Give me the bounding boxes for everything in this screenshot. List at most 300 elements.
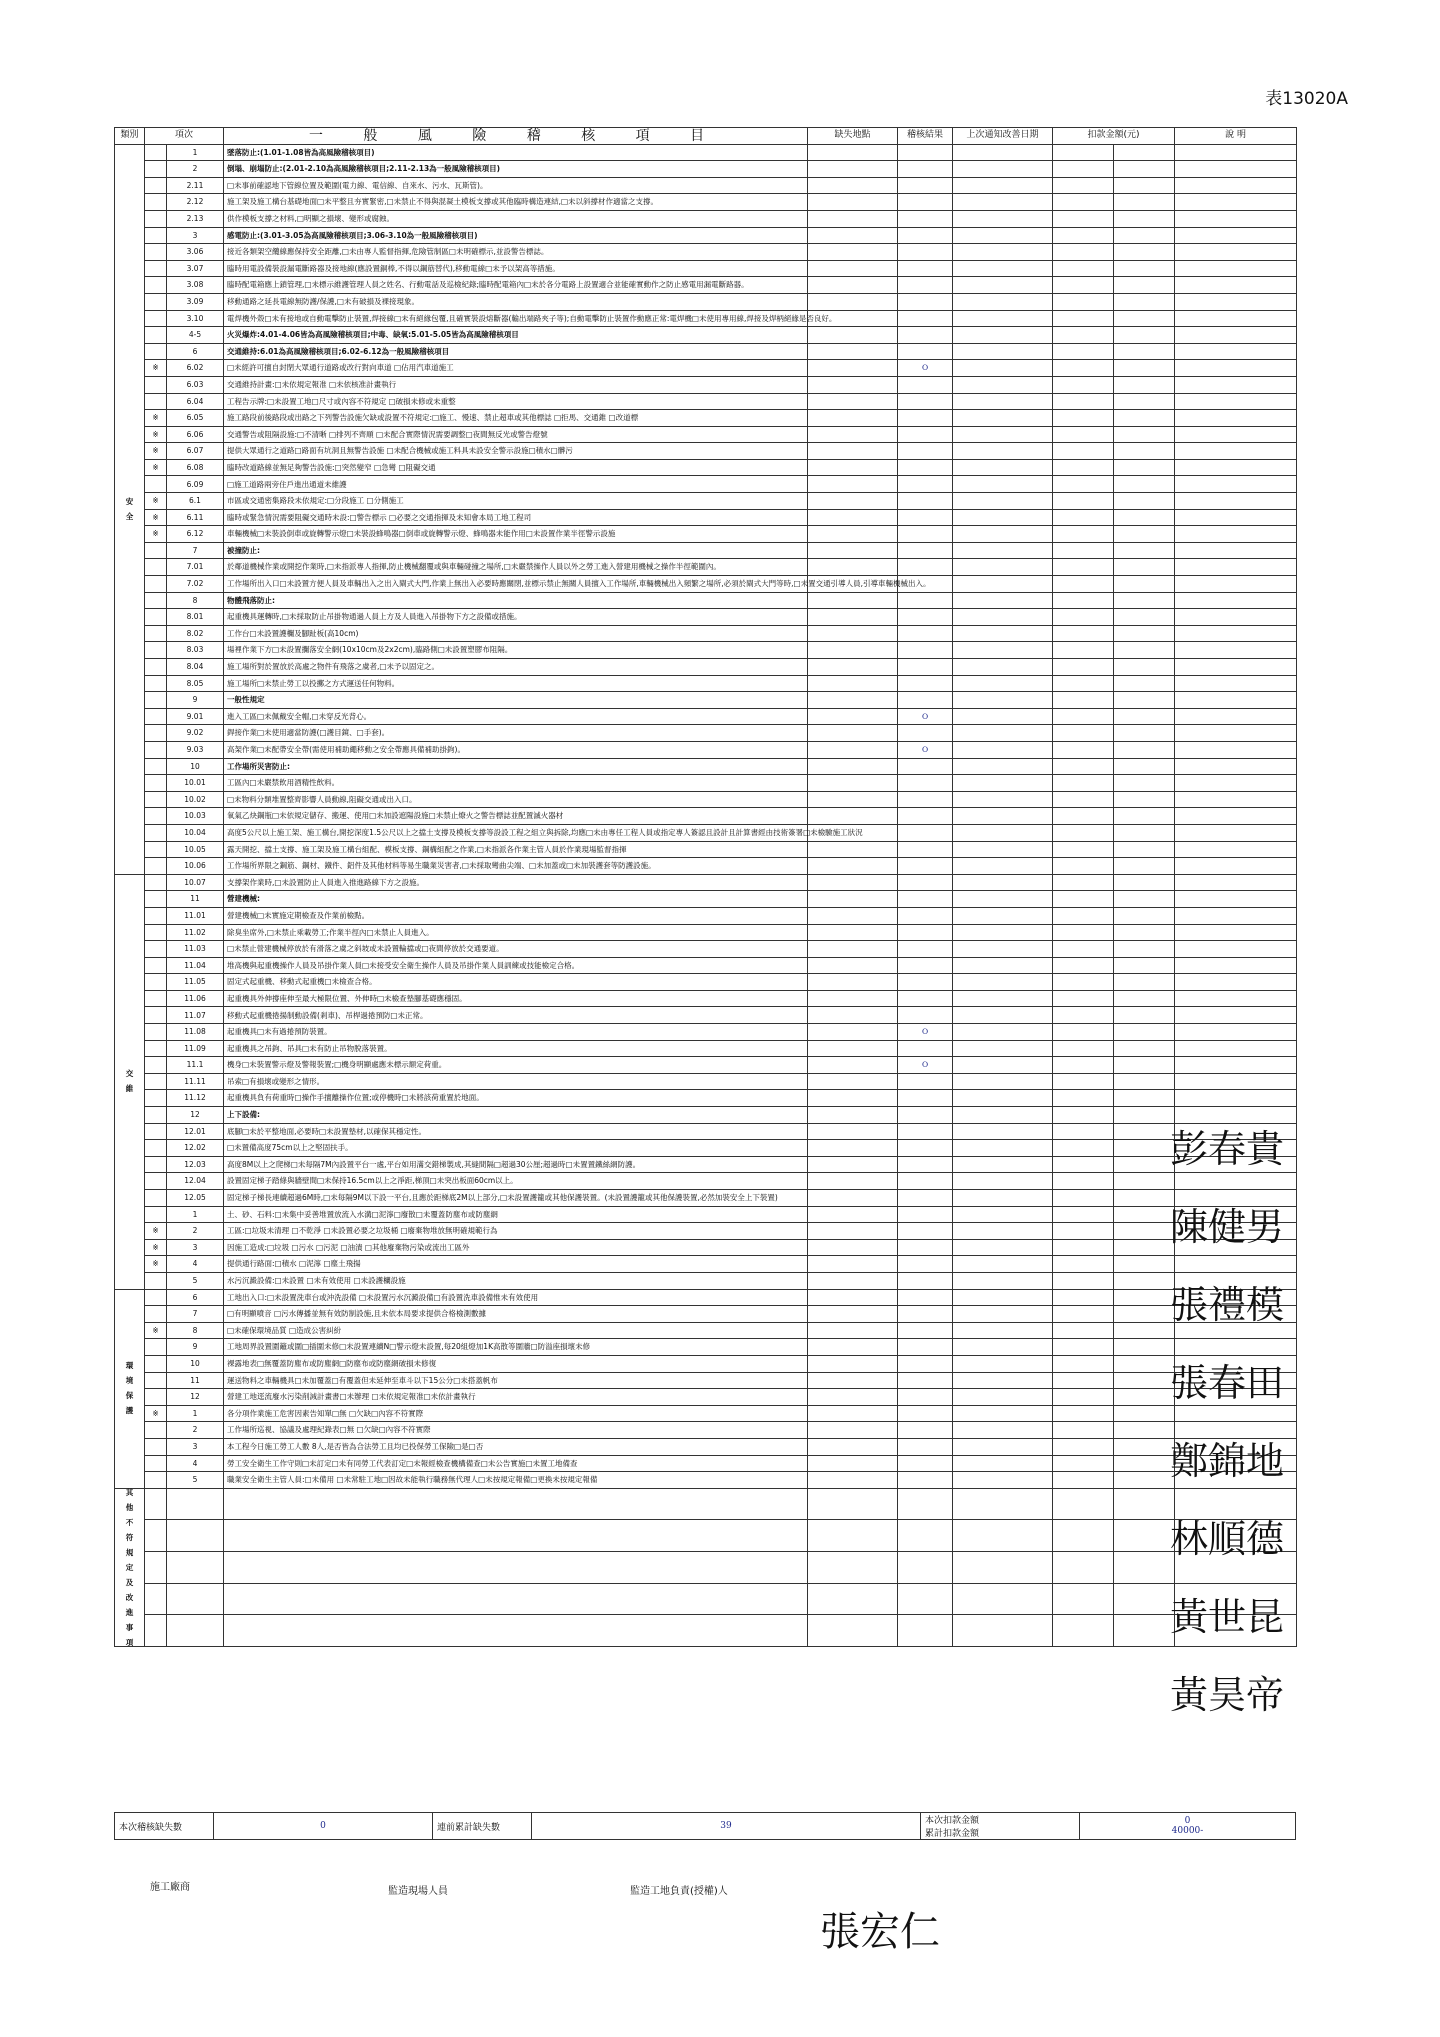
audit-result [898,443,953,460]
this-deduct [1053,659,1114,676]
star-mark [145,791,167,808]
defect-location [808,874,898,891]
this-deduct [1053,1289,1114,1306]
item-description: 臨時或緊急情況需要阻礙交通時未設:□警告標示 □必要之交通指揮及未知會本局工地工程司 [224,509,808,526]
star-mark [145,244,167,261]
star-mark: ※ [145,509,167,526]
table-row [115,1322,1297,1339]
cum-deduct [1114,708,1175,725]
item-number [167,1488,224,1520]
supervisor-label: 監造現場人員 [388,1886,448,1897]
defect-location [808,808,898,825]
cum-deduct [1114,891,1175,908]
table-row [115,891,1297,908]
item-number: 8.02 [167,625,224,642]
audit-result [898,924,953,941]
cum-deduct [1114,576,1175,593]
cum-deduct [1114,841,1175,858]
item-description: 銲接作業□未使用適當防護(□護目鏡、□手套)。 [224,725,808,742]
last-notice-date [953,990,1053,1007]
item-description: 露天開挖、擋土支撐、施工架及施工構台組配、模板支撐、鋼構組配之作業,□未指派各作業主管人員於作業現場監督指揮 [224,841,808,858]
defect-location [808,277,898,294]
last-notice-date [953,941,1053,958]
table-row [115,277,1297,294]
item-description: 吊索□有損壞或變形之情形。 [224,1073,808,1090]
cum-deduct [1114,858,1175,875]
header-note: 說 明 [1175,128,1297,145]
this-deduct [1053,1057,1114,1074]
table-row [115,957,1297,974]
table-row [115,924,1297,941]
star-mark [145,1306,167,1323]
last-notice-date [953,493,1053,510]
item-number: 6.07 [167,443,224,460]
item-number: 3.09 [167,293,224,310]
last-notice-date [953,824,1053,841]
note [1175,194,1297,211]
defect-location [808,1438,898,1455]
star-mark: ※ [145,443,167,460]
table-row [115,293,1297,310]
star-mark [145,692,167,709]
item-number: 7.02 [167,576,224,593]
this-deduct [1053,177,1114,194]
last-notice-date [953,1173,1053,1190]
item-number: 10.02 [167,791,224,808]
this-deduct [1053,227,1114,244]
cum-deduct [1114,1322,1175,1339]
this-deduct [1053,426,1114,443]
cum-deduct [1114,476,1175,493]
star-mark [145,708,167,725]
defect-location [808,924,898,941]
star-mark [145,144,167,161]
item-description: 移動式起重機捲揚制動設備(剎車)、吊桿過捲預防□未正常。 [224,1007,808,1024]
item-description: 設置固定梯子踏條與牆壁間□未保持16.5cm以上之淨距,梯頂□未突出板面60cm以上。 [224,1173,808,1190]
this-deduct [1053,293,1114,310]
star-mark [145,1422,167,1439]
last-notice-date [953,659,1053,676]
audit-result [898,625,953,642]
audit-result [898,1123,953,1140]
last-notice-date [953,957,1053,974]
star-mark [145,1272,167,1289]
item-description: 勞工安全衛生工作守則□未訂定□未有同勞工代表訂定□未報經檢查機構備查□未公告實施□未置工地備查 [224,1455,808,1472]
defect-location [808,1057,898,1074]
defect-location [808,509,898,526]
cum-deduct [1114,376,1175,393]
item-number: 3 [167,227,224,244]
defect-location [808,741,898,758]
cum-deduct [1114,1472,1175,1489]
defect-location [808,642,898,659]
table-row [115,1140,1297,1157]
audit-result [898,675,953,692]
item-number: 12.02 [167,1140,224,1157]
item-number: 10.06 [167,858,224,875]
this-deduct [1053,260,1114,277]
cum-count-value: 39 [532,1813,921,1840]
this-deduct [1053,1355,1114,1372]
item-number: 1 [167,1206,224,1223]
defect-location [808,327,898,344]
note [1175,277,1297,294]
this-deduct [1053,1040,1114,1057]
audit-result [898,941,953,958]
defect-location [808,526,898,543]
audit-result [898,1520,953,1552]
defect-location [808,609,898,626]
this-deduct [1053,310,1114,327]
star-mark [145,725,167,742]
category-label: 環 境 保 護 [115,1289,145,1488]
star-mark [145,1289,167,1306]
item-description: □未物料分類堆置整齊影響人員動線,阻礙交通或出入口。 [224,791,808,808]
item-description [224,1552,808,1584]
cum-deduct [1114,1615,1175,1647]
defect-location [808,376,898,393]
item-number: 11.1 [167,1057,224,1074]
table-row [115,741,1297,758]
this-deduct [1053,1520,1114,1552]
item-description: 裸露地表□無覆蓋防塵布或防塵網□防塵布或防塵網破損未修復 [224,1355,808,1372]
audit-result [898,1156,953,1173]
item-number: 6.05 [167,410,224,427]
item-description: □未置備高度75cm以上之堅固扶手。 [224,1140,808,1157]
item-number: 6.1 [167,493,224,510]
last-notice-date [953,775,1053,792]
this-deduct [1053,1156,1114,1173]
note [1175,509,1297,526]
last-notice-date [953,642,1053,659]
this-deduct [1053,1024,1114,1041]
note [1175,227,1297,244]
star-mark [145,808,167,825]
audit-result [898,957,953,974]
star-mark [145,310,167,327]
cum-deduct [1114,957,1175,974]
star-mark [145,1389,167,1406]
table-row [115,1256,1297,1273]
last-notice-date [953,791,1053,808]
item-number: 11.04 [167,957,224,974]
defect-location [808,210,898,227]
last-notice-date [953,1389,1053,1406]
this-deduct [1053,1472,1114,1489]
item-number: 3 [167,1438,224,1455]
table-row [115,144,1297,161]
table-row [115,841,1297,858]
item-number: 8 [167,1322,224,1339]
star-mark [145,393,167,410]
item-number: 12.04 [167,1173,224,1190]
cum-deduct [1114,1289,1175,1306]
star-mark: ※ [145,1239,167,1256]
table-row [115,1355,1297,1372]
cum-deduct [1114,1024,1175,1041]
deduct-labels [921,1813,1080,1840]
star-mark [145,1140,167,1157]
item-description: 水污沉澱設備:□未設置 □未有效使用 □未設護欄設施 [224,1272,808,1289]
item-number: 4 [167,1256,224,1273]
table-row [115,791,1297,808]
star-mark [145,907,167,924]
defect-location [808,360,898,377]
cum-deduct [1114,1156,1175,1173]
this-deduct [1053,692,1114,709]
this-deduct [1053,1422,1114,1439]
audit-result [898,1472,953,1489]
item-number: 11.03 [167,941,224,958]
form-number: 表13020A [1265,89,1348,109]
this-deduct [1053,1107,1114,1124]
item-number: 11.08 [167,1024,224,1041]
item-description: 進入工區□未佩戴安全帽,□未穿反光背心。 [224,708,808,725]
last-notice-date [953,1156,1053,1173]
this-deduct [1053,576,1114,593]
audit-result [898,907,953,924]
item-description: 移動通路之延長電線無防護/保護,□未有破損及裸接現象。 [224,293,808,310]
item-number: 3.07 [167,260,224,277]
last-notice-date [953,393,1053,410]
cum-deduct [1114,526,1175,543]
last-notice-date [953,410,1053,427]
note [1175,244,1297,261]
note [1175,858,1297,875]
item-description: 高架作業□未配帶安全帶(需使用補助繩移動之安全帶應具備補助掛鉤)。 [224,741,808,758]
audit-result [898,410,953,427]
item-description: 起重機具外伸撐座伸至最大極限位置、外伸時□未檢查墊腳基礎應穩固。 [224,990,808,1007]
note [1175,824,1297,841]
item-number [167,1615,224,1647]
star-mark [145,741,167,758]
last-notice-date [953,592,1053,609]
item-number: 11 [167,891,224,908]
audit-result [898,1615,953,1647]
item-description: □未禁止營建機械停放於有滑落之虞之斜坡或未設置輪擋或□夜間停放於交通要道。 [224,941,808,958]
note [1175,758,1297,775]
header-title: 一 般 風 險 稽 核 項 目 [224,128,808,145]
note [1175,177,1297,194]
note [1175,924,1297,941]
item-description: 工區內□未嚴禁飲用酒精性飲料。 [224,775,808,792]
cum-deduct [1114,360,1175,377]
this-deduct [1053,791,1114,808]
cum-deduct [1114,609,1175,626]
note [1175,393,1297,410]
item-description: 氧氣乙炔鋼瓶□未依規定儲存、搬運、使用□未加設遮陽設施□未禁止燎火之警告標誌並配置滅火器材 [224,808,808,825]
item-number: 11.02 [167,924,224,941]
last-notice-date [953,1422,1053,1439]
this-deduct [1053,775,1114,792]
table-row [115,1583,1297,1615]
table-row [115,775,1297,792]
star-mark [145,1472,167,1489]
audit-result [898,343,953,360]
cum-count-label: 連前累計缺失數 [433,1813,532,1840]
last-notice-date [953,808,1053,825]
audit-result: O [898,708,953,725]
star-mark [145,758,167,775]
defect-location [808,1372,898,1389]
item-description [224,1583,808,1615]
this-deduct [1053,924,1114,941]
defect-location [808,974,898,991]
note [1175,592,1297,609]
item-description: 工區:□垃圾未清理 □不乾淨 □未設置必要之垃圾桶 □廢棄物堆放無明確規範行為 [224,1223,808,1240]
cum-deduct [1114,493,1175,510]
item-description: □未事前確認地下管線位置及範圍(電力線、電信線、自來水、污水、瓦斯管)。 [224,177,808,194]
item-number: 8.03 [167,642,224,659]
last-notice-date [953,609,1053,626]
last-notice-date [953,476,1053,493]
this-deduct [1053,592,1114,609]
item-number: 2 [167,161,224,178]
cum-deduct [1114,642,1175,659]
item-description: □施工道路兩旁住戶進出通道未維護 [224,476,808,493]
this-deduct [1053,758,1114,775]
this-deduct [1053,841,1114,858]
note [1175,310,1297,327]
this-deduct [1053,1123,1114,1140]
cum-deduct [1114,1073,1175,1090]
handwritten-signature: 張禮模 [1170,1283,1285,1327]
table-row [115,1272,1297,1289]
header-last-notice: 上次通知改善日期 [953,128,1053,145]
table-row [115,874,1297,891]
table-row [115,1239,1297,1256]
cum-deduct [1114,907,1175,924]
handwritten-signature: 黃世昆 [1170,1595,1285,1639]
last-notice-date [953,1583,1053,1615]
defect-location [808,443,898,460]
audit-result [898,791,953,808]
last-notice-date [953,1073,1053,1090]
cum-deduct [1114,1223,1175,1240]
star-mark [145,1024,167,1041]
item-number: 8.05 [167,675,224,692]
last-notice-date [953,1007,1053,1024]
this-deduct [1053,1190,1114,1207]
this-deduct [1053,1007,1114,1024]
item-description: 固定梯子梯長連續超過6M時,□未每隔9M以下設一平台,且應於距梯底2M以上部分,□未設置護籠或其他保護裝置。(未設置護籠或其他保護裝置,必然加裝安全上下裝置) [224,1190,808,1207]
last-notice-date [953,277,1053,294]
table-row [115,459,1297,476]
item-number [167,1583,224,1615]
item-number: 9 [167,1339,224,1356]
star-mark [145,260,167,277]
note [1175,410,1297,427]
star-mark [145,194,167,211]
last-notice-date [953,194,1053,211]
table-row [115,493,1297,510]
item-description: 交通維持:6.01為高風險稽核項目;6.02-6.12為一般風險稽核項目 [224,343,808,360]
cum-deduct [1114,1372,1175,1389]
this-deduct [1053,1272,1114,1289]
note [1175,293,1297,310]
note [1175,1040,1297,1057]
defect-location [808,1322,898,1339]
defect-location [808,1289,898,1306]
table-row [115,858,1297,875]
note [1175,210,1297,227]
item-description: 工作場所界限之鋼筋、鋼材、鐵件、鋁件及其他材料等易生職業災害者,□未採取彎曲尖端、□未加蓋或□未加裝護套等防護設施。 [224,858,808,875]
audit-result [898,210,953,227]
cum-deduct [1114,393,1175,410]
cum-deduct [1114,559,1175,576]
table-row [115,576,1297,593]
this-deduct [1053,244,1114,261]
audit-result [898,891,953,908]
contractor-label: 施工廠商 [150,1882,190,1893]
table-row [115,1090,1297,1107]
last-notice-date [953,161,1053,178]
defect-location [808,1040,898,1057]
defect-location [808,659,898,676]
defect-location [808,725,898,742]
note [1175,725,1297,742]
star-mark [145,924,167,941]
note [1175,659,1297,676]
item-description: 臨時改道路線並無足夠警告設施:□突然變窄 □急彎 □阻礙交通 [224,459,808,476]
note [1175,576,1297,593]
item-number: 3 [167,1239,224,1256]
last-notice-date [953,1289,1053,1306]
cum-deduct [1114,1389,1175,1406]
star-mark: ※ [145,1256,167,1273]
table-body [115,144,1297,1647]
last-notice-date [953,924,1053,941]
item-description [224,1488,808,1520]
last-notice-date [953,343,1053,360]
star-mark: ※ [145,410,167,427]
audit-result [898,1206,953,1223]
table-row [115,609,1297,626]
star-mark [145,891,167,908]
item-number [167,1552,224,1584]
note [1175,1057,1297,1074]
star-mark: ※ [145,526,167,543]
item-description: 臨時配電箱應上鎖管理,□未標示維護管理人員之姓名、行動電話及巡檢紀錄;臨時配電箱內□未於各分電路上設置適合並能確實動作之防止感電用漏電斷路器。 [224,277,808,294]
table-row [115,1123,1297,1140]
cum-deduct [1114,625,1175,642]
item-description: □有明顯噴音 □污水傳播並無有效防制設施,且未依本局要求提供合格檢測數據 [224,1306,808,1323]
last-notice-date [953,891,1053,908]
cum-deduct [1114,1583,1175,1615]
this-deduct [1053,1256,1114,1273]
audit-result [898,1306,953,1323]
defect-location [808,161,898,178]
item-description: 施工路段前後路段或出路之下列警告設施欠缺或設置不符規定:□施工、慢速、禁止超車或其他標誌 □拒馬、交通錐 □改道標 [224,410,808,427]
defect-location [808,1355,898,1372]
cum-deduct [1114,974,1175,991]
this-deduct [1053,1306,1114,1323]
last-notice-date [953,1223,1053,1240]
item-description: 火災爆炸:4.01-4.06皆為高風險稽核項目;中毒、缺氧:5.01-5.05皆為高風險稽核項目 [224,327,808,344]
defect-location [808,1306,898,1323]
last-notice-date [953,1488,1053,1520]
cum-deduct-value: 40000- [1171,1826,1204,1836]
table-row [115,675,1297,692]
item-description: 場裡作業下方□未設置攔落安全網(10x10cm及2x2cm),臨路側□未設置塑膠布阻隔。 [224,642,808,659]
defect-location [808,1073,898,1090]
this-deduct [1053,907,1114,924]
last-notice-date [953,1090,1053,1107]
note [1175,891,1297,908]
star-mark [145,277,167,294]
last-notice-date [953,1256,1053,1273]
item-description: 被撞防止: [224,542,808,559]
